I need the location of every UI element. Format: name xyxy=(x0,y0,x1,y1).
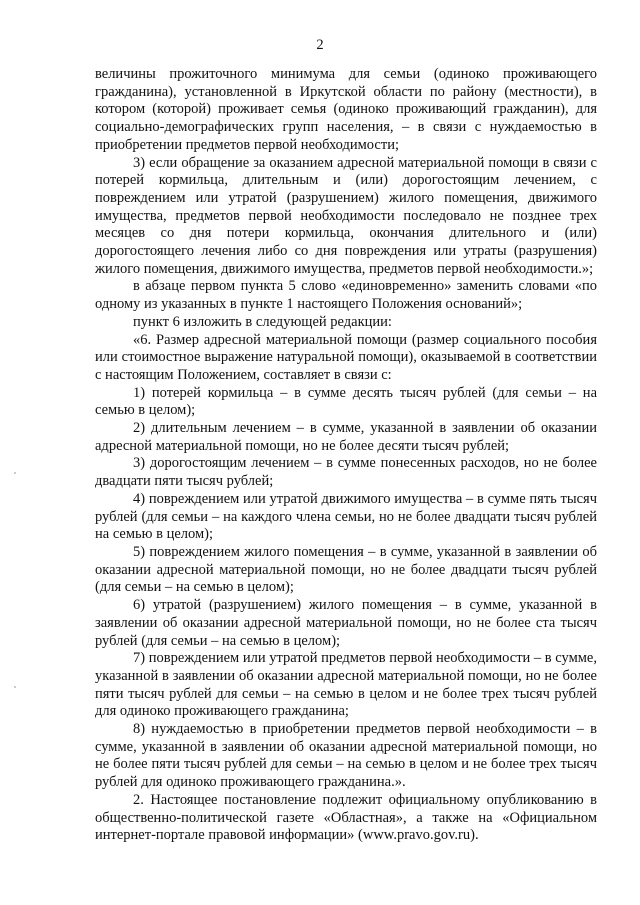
list-item-2: 2) длительным лечением – в сумме, указанной в заявлении об оказании адресной материальной помощи, но не более десяти тысяч рублей; xyxy=(95,420,597,454)
paragraph-point-6-intro: «6. Размер адресной материальной помощи (размер социального пособия или стоимостное выражение натуральной помощи), оказываемой в соответствии с настоящим Положением, составляет в связи с: xyxy=(95,331,597,383)
page-number: 2 xyxy=(316,37,324,53)
document-body xyxy=(95,66,597,845)
list-item-7: 7) повреждением или утратой предметов первой необходимости – в сумме, указанной в заявлении об оказании адресной материальной помощи, но не более пяти тысяч рублей для семьи – на семью в целом и не более трех тысяч рублей для одиноко проживающего гражданина; xyxy=(95,650,597,720)
list-item-3: 3) дорогостоящим лечением – в сумме понесенных расходов, но не более двадцати пяти тысяч рублей; xyxy=(95,455,597,490)
paragraph-item-3: 3) если обращение за оказанием адресной материальной помощи в связи с потерей кормильца, длительным и (или) дорогостоящим лечением, с повреждением или утратой (разрушением) жилого помещения, движимого имущества, предметов первой необходимости последовало не позднее трех месяцев со дня потери кормильца, окончания длительного и (или) дорогостоящего лечения либо со дня повреждения или утраты (разрушения) жилого помещения, движимого имущества, предметов первой необходимости.»; xyxy=(95,154,597,277)
paragraph-amendment-point-6: пункт 6 изложить в следующей редакции: xyxy=(133,313,392,330)
paragraph-continuation: величины прожиточного минимума для семьи (одиноко проживающего гражданина), установленной в Иркутской области по району (местности), в котором (которой) проживает семья (одиноко проживающий гражданин), для социально-демографических групп населения, – в связи с нуждаемостью в приобретении предметов первой необходимости; xyxy=(95,66,597,153)
list-item-4: 4) повреждением или утратой движимого имущества – в сумме пять тысяч рублей (для семьи – на каждого члена семьи, но не более двадцати тысяч рублей на семью в целом); xyxy=(95,490,597,543)
list-item-5: 5) повреждением жилого помещения – в сумме, указанной в заявлении об оказании адресной материальной помощи, но не более двадцати тысяч рублей (для семьи – на семью в целом); xyxy=(95,543,597,596)
list-item-1: 1) потерей кормильца – в сумме десять тысяч рублей (для семьи – на семью в целом); xyxy=(95,384,597,419)
scan-speck xyxy=(14,472,16,474)
list-item-8: 8) нуждаемостью в приобретении предметов первой необходимости – в сумме, указанной в заявлении об оказании адресной материальной помощи, но не более пяти тысяч рублей для семьи – на семью в целом и не более трех тысяч рублей для одиноко проживающего гражданина.». xyxy=(95,721,597,791)
scan-speck xyxy=(14,686,16,688)
list-item-6: 6) утратой (разрушением) жилого помещения – в сумме, указанной в заявлении об оказании адресной материальной помощи, но не более ста тысяч рублей (для семьи – на семью в целом); xyxy=(95,597,597,649)
paragraph-amendment-point-5: в абзаце первом пункта 5 слово «единовременно» заменить словами «по одному из указанных в пункте 1 настоящего Положения оснований»; xyxy=(95,278,597,313)
paragraph-publication-clause: 2. Настоящее постановление подлежит официальному опубликованию в общественно-политической газете «Областная», а также на «Официальном интернет-портале правовой информации» (www.pravo.gov.ru). xyxy=(95,791,597,844)
